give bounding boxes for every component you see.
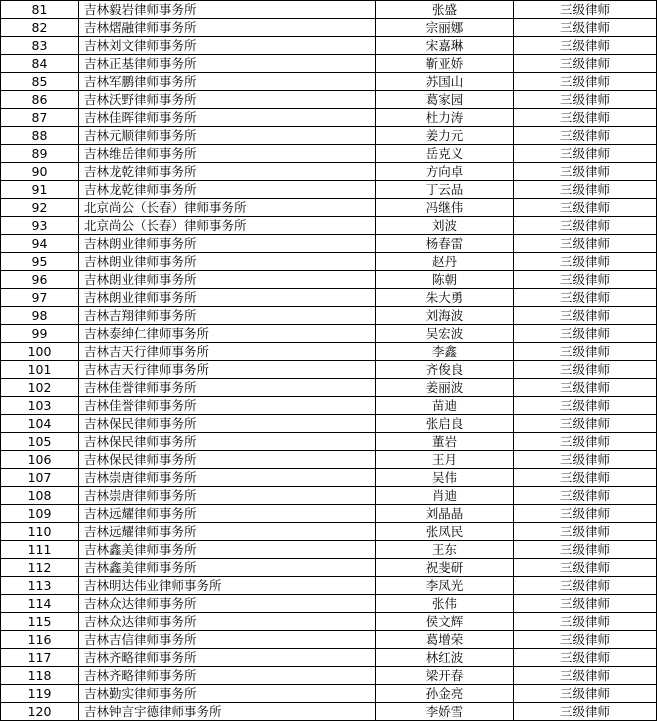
- lawyer-name-cell: 方向卓: [376, 163, 514, 181]
- lawyer-level-cell: 三级律师: [514, 433, 657, 451]
- table-row: [1, 181, 657, 199]
- law-firm-cell: 北京尚公（长春）律师事务所: [79, 199, 376, 217]
- table-row: [1, 379, 657, 397]
- table-row: [1, 307, 657, 325]
- row-number-cell: 103: [1, 397, 79, 415]
- law-firm-cell: 吉林明达伟业律师事务所: [79, 577, 376, 595]
- row-number-cell: 119: [1, 685, 79, 703]
- lawyer-level-cell: 三级律师: [514, 595, 657, 613]
- lawyer-name-cell: 李娇雪: [376, 703, 514, 721]
- lawyer-level-cell: 三级律师: [514, 253, 657, 271]
- lawyer-level-cell: 三级律师: [514, 145, 657, 163]
- lawyer-name-cell: 苏国山: [376, 73, 514, 91]
- lawyer-level-cell: 三级律师: [514, 361, 657, 379]
- row-number-cell: 93: [1, 217, 79, 235]
- row-number-cell: 117: [1, 649, 79, 667]
- law-firm-cell: 北京尚公（长春）律师事务所: [79, 217, 376, 235]
- law-firm-cell: 吉林泰绅仁律师事务所: [79, 325, 376, 343]
- law-firm-cell: 吉林鑫美律师事务所: [79, 559, 376, 577]
- row-number-cell: 86: [1, 91, 79, 109]
- table-row: [1, 703, 657, 721]
- law-firm-cell: 吉林熠融律师事务所: [79, 19, 376, 37]
- lawyer-level-cell: 三级律师: [514, 613, 657, 631]
- lawyer-level-cell: 三级律师: [514, 523, 657, 541]
- table-row: [1, 109, 657, 127]
- lawyer-level-cell: 三级律师: [514, 91, 657, 109]
- law-firm-cell: 吉林众达律师事务所: [79, 595, 376, 613]
- law-firm-cell: 吉林沃野律师事务所: [79, 91, 376, 109]
- lawyer-name-cell: 侯文辉: [376, 613, 514, 631]
- lawyer-level-cell: 三级律师: [514, 703, 657, 721]
- lawyer-name-cell: 王月: [376, 451, 514, 469]
- table-row: [1, 541, 657, 559]
- row-number-cell: 106: [1, 451, 79, 469]
- law-firm-cell: 吉林佳誉律师事务所: [79, 397, 376, 415]
- lawyer-name-cell: 祝斐研: [376, 559, 514, 577]
- row-number-cell: 92: [1, 199, 79, 217]
- row-number-cell: 97: [1, 289, 79, 307]
- table-row: [1, 73, 657, 91]
- table-row: [1, 253, 657, 271]
- row-number-cell: 89: [1, 145, 79, 163]
- table-row: [1, 145, 657, 163]
- lawyer-name-cell: 王东: [376, 541, 514, 559]
- row-number-cell: 114: [1, 595, 79, 613]
- law-firm-cell: 吉林勤实律师事务所: [79, 685, 376, 703]
- law-firm-cell: 吉林崇唐律师事务所: [79, 469, 376, 487]
- lawyer-name-cell: 张启良: [376, 415, 514, 433]
- table-row: [1, 325, 657, 343]
- table-row: [1, 343, 657, 361]
- lawyer-level-cell: 三级律师: [514, 559, 657, 577]
- row-number-cell: 107: [1, 469, 79, 487]
- lawyer-name-cell: 张盛: [376, 1, 514, 19]
- table-row: [1, 289, 657, 307]
- row-number-cell: 112: [1, 559, 79, 577]
- lawyer-level-cell: 三级律师: [514, 109, 657, 127]
- row-number-cell: 104: [1, 415, 79, 433]
- row-number-cell: 99: [1, 325, 79, 343]
- lawyer-name-cell: 杨春雷: [376, 235, 514, 253]
- lawyer-name-cell: 苗迪: [376, 397, 514, 415]
- law-firm-cell: 吉林朗业律师事务所: [79, 271, 376, 289]
- law-firm-cell: 吉林鑫美律师事务所: [79, 541, 376, 559]
- row-number-cell: 118: [1, 667, 79, 685]
- law-firm-cell: 吉林朗业律师事务所: [79, 235, 376, 253]
- lawyer-level-cell: 三级律师: [514, 577, 657, 595]
- lawyer-level-cell: 三级律师: [514, 379, 657, 397]
- row-number-cell: 109: [1, 505, 79, 523]
- row-number-cell: 83: [1, 37, 79, 55]
- lawyer-level-cell: 三级律师: [514, 19, 657, 37]
- table-row: [1, 397, 657, 415]
- lawyer-table-body: [1, 1, 657, 721]
- lawyer-name-cell: 陈朝: [376, 271, 514, 289]
- row-number-cell: 98: [1, 307, 79, 325]
- lawyer-name-cell: 姜力元: [376, 127, 514, 145]
- table-row: [1, 685, 657, 703]
- lawyer-name-cell: 姜丽波: [376, 379, 514, 397]
- table-row: [1, 19, 657, 37]
- law-firm-cell: 吉林元顺律师事务所: [79, 127, 376, 145]
- table-row: [1, 37, 657, 55]
- lawyer-level-cell: 三级律师: [514, 73, 657, 91]
- lawyer-level-cell: 三级律师: [514, 127, 657, 145]
- lawyer-level-cell: 三级律师: [514, 667, 657, 685]
- lawyer-level-cell: 三级律师: [514, 343, 657, 361]
- law-firm-cell: 吉林保民律师事务所: [79, 415, 376, 433]
- lawyer-name-cell: 肖迪: [376, 487, 514, 505]
- table-row: [1, 235, 657, 253]
- table-row: [1, 163, 657, 181]
- law-firm-cell: 吉林吉翔律师事务所: [79, 307, 376, 325]
- lawyer-name-cell: 李凤光: [376, 577, 514, 595]
- law-firm-cell: 吉林众达律师事务所: [79, 613, 376, 631]
- table-row: [1, 469, 657, 487]
- row-number-cell: 100: [1, 343, 79, 361]
- law-firm-cell: 吉林钟言宇德律师事务所: [79, 703, 376, 721]
- lawyer-name-cell: 葛家园: [376, 91, 514, 109]
- lawyer-name-cell: 岳克义: [376, 145, 514, 163]
- table-row: [1, 361, 657, 379]
- law-firm-cell: 吉林龙乾律师事务所: [79, 181, 376, 199]
- lawyer-name-cell: 齐俊良: [376, 361, 514, 379]
- table-row: [1, 649, 657, 667]
- lawyer-level-cell: 三级律师: [514, 325, 657, 343]
- lawyer-level-cell: 三级律师: [514, 487, 657, 505]
- lawyer-name-cell: 刘波: [376, 217, 514, 235]
- table-row: [1, 199, 657, 217]
- lawyer-name-cell: 张伟: [376, 595, 514, 613]
- lawyer-name-cell: 赵丹: [376, 253, 514, 271]
- lawyer-name-cell: 丁云品: [376, 181, 514, 199]
- row-number-cell: 88: [1, 127, 79, 145]
- row-number-cell: 84: [1, 55, 79, 73]
- lawyer-level-cell: 三级律师: [514, 685, 657, 703]
- table-row: [1, 451, 657, 469]
- row-number-cell: 105: [1, 433, 79, 451]
- lawyer-level-cell: 三级律师: [514, 1, 657, 19]
- table-row: [1, 667, 657, 685]
- law-firm-cell: 吉林佳誉律师事务所: [79, 379, 376, 397]
- lawyer-level-cell: 三级律师: [514, 199, 657, 217]
- table-row: [1, 577, 657, 595]
- table-row: [1, 595, 657, 613]
- law-firm-cell: 吉林吉天行律师事务所: [79, 361, 376, 379]
- row-number-cell: 81: [1, 1, 79, 19]
- law-firm-cell: 吉林远耀律师事务所: [79, 523, 376, 541]
- lawyer-level-cell: 三级律师: [514, 55, 657, 73]
- law-firm-cell: 吉林齐略律师事务所: [79, 649, 376, 667]
- row-number-cell: 90: [1, 163, 79, 181]
- lawyer-level-cell: 三级律师: [514, 307, 657, 325]
- law-firm-cell: 吉林齐略律师事务所: [79, 667, 376, 685]
- lawyer-name-cell: 靳亚娇: [376, 55, 514, 73]
- lawyer-name-cell: 葛增荣: [376, 631, 514, 649]
- lawyer-name-cell: 宗丽娜: [376, 19, 514, 37]
- table-row: [1, 487, 657, 505]
- row-number-cell: 94: [1, 235, 79, 253]
- row-number-cell: 115: [1, 613, 79, 631]
- table-row: [1, 217, 657, 235]
- table-row: [1, 433, 657, 451]
- lawyer-level-cell: 三级律师: [514, 415, 657, 433]
- law-firm-cell: 吉林朗业律师事务所: [79, 253, 376, 271]
- lawyer-level-cell: 三级律师: [514, 289, 657, 307]
- row-number-cell: 108: [1, 487, 79, 505]
- table-row: [1, 559, 657, 577]
- row-number-cell: 85: [1, 73, 79, 91]
- row-number-cell: 111: [1, 541, 79, 559]
- row-number-cell: 91: [1, 181, 79, 199]
- table-row: [1, 415, 657, 433]
- law-firm-cell: 吉林佳晖律师事务所: [79, 109, 376, 127]
- law-firm-cell: 吉林朗业律师事务所: [79, 289, 376, 307]
- lawyer-level-cell: 三级律师: [514, 163, 657, 181]
- table-row: [1, 1, 657, 19]
- lawyer-name-cell: 林红波: [376, 649, 514, 667]
- row-number-cell: 101: [1, 361, 79, 379]
- lawyer-level-cell: 三级律师: [514, 631, 657, 649]
- law-firm-cell: 吉林崇唐律师事务所: [79, 487, 376, 505]
- row-number-cell: 82: [1, 19, 79, 37]
- table-row: [1, 91, 657, 109]
- row-number-cell: 113: [1, 577, 79, 595]
- table-row: [1, 613, 657, 631]
- lawyer-level-cell: 三级律师: [514, 505, 657, 523]
- row-number-cell: 120: [1, 703, 79, 721]
- lawyer-level-cell: 三级律师: [514, 397, 657, 415]
- lawyer-level-cell: 三级律师: [514, 469, 657, 487]
- lawyer-name-cell: 刘晶晶: [376, 505, 514, 523]
- lawyer-name-cell: 张凤民: [376, 523, 514, 541]
- lawyer-name-cell: 冯继伟: [376, 199, 514, 217]
- law-firm-cell: 吉林毅岩律师事务所: [79, 1, 376, 19]
- row-number-cell: 87: [1, 109, 79, 127]
- law-firm-cell: 吉林保民律师事务所: [79, 451, 376, 469]
- law-firm-cell: 吉林军鹏律师事务所: [79, 73, 376, 91]
- lawyer-name-cell: 吴宏波: [376, 325, 514, 343]
- lawyer-name-cell: 梁开春: [376, 667, 514, 685]
- table-row: [1, 55, 657, 73]
- lawyer-level-cell: 三级律师: [514, 649, 657, 667]
- row-number-cell: 96: [1, 271, 79, 289]
- lawyer-level-cell: 三级律师: [514, 271, 657, 289]
- lawyer-name-cell: 吴伟: [376, 469, 514, 487]
- law-firm-cell: 吉林吉信律师事务所: [79, 631, 376, 649]
- table-row: [1, 631, 657, 649]
- law-firm-cell: 吉林吉天行律师事务所: [79, 343, 376, 361]
- lawyer-name-cell: 董岩: [376, 433, 514, 451]
- lawyer-level-cell: 三级律师: [514, 451, 657, 469]
- lawyer-name-cell: 杜力涛: [376, 109, 514, 127]
- law-firm-cell: 吉林远耀律师事务所: [79, 505, 376, 523]
- lawyer-level-cell: 三级律师: [514, 541, 657, 559]
- lawyer-name-cell: 刘海波: [376, 307, 514, 325]
- law-firm-cell: 吉林保民律师事务所: [79, 433, 376, 451]
- law-firm-cell: 吉林刘文律师事务所: [79, 37, 376, 55]
- lawyer-level-cell: 三级律师: [514, 217, 657, 235]
- row-number-cell: 116: [1, 631, 79, 649]
- lawyer-name-cell: 李鑫: [376, 343, 514, 361]
- table-row: [1, 523, 657, 541]
- lawyer-name-cell: 宋嘉琳: [376, 37, 514, 55]
- row-number-cell: 102: [1, 379, 79, 397]
- table-row: [1, 505, 657, 523]
- law-firm-cell: 吉林维岳律师事务所: [79, 145, 376, 163]
- lawyer-level-cell: 三级律师: [514, 37, 657, 55]
- table-row: [1, 271, 657, 289]
- law-firm-cell: 吉林龙乾律师事务所: [79, 163, 376, 181]
- lawyer-level-cell: 三级律师: [514, 235, 657, 253]
- row-number-cell: 95: [1, 253, 79, 271]
- row-number-cell: 110: [1, 523, 79, 541]
- lawyer-name-cell: 孙金亮: [376, 685, 514, 703]
- lawyer-level-cell: 三级律师: [514, 181, 657, 199]
- table-row: [1, 127, 657, 145]
- lawyer-name-cell: 朱大勇: [376, 289, 514, 307]
- law-firm-cell: 吉林正基律师事务所: [79, 55, 376, 73]
